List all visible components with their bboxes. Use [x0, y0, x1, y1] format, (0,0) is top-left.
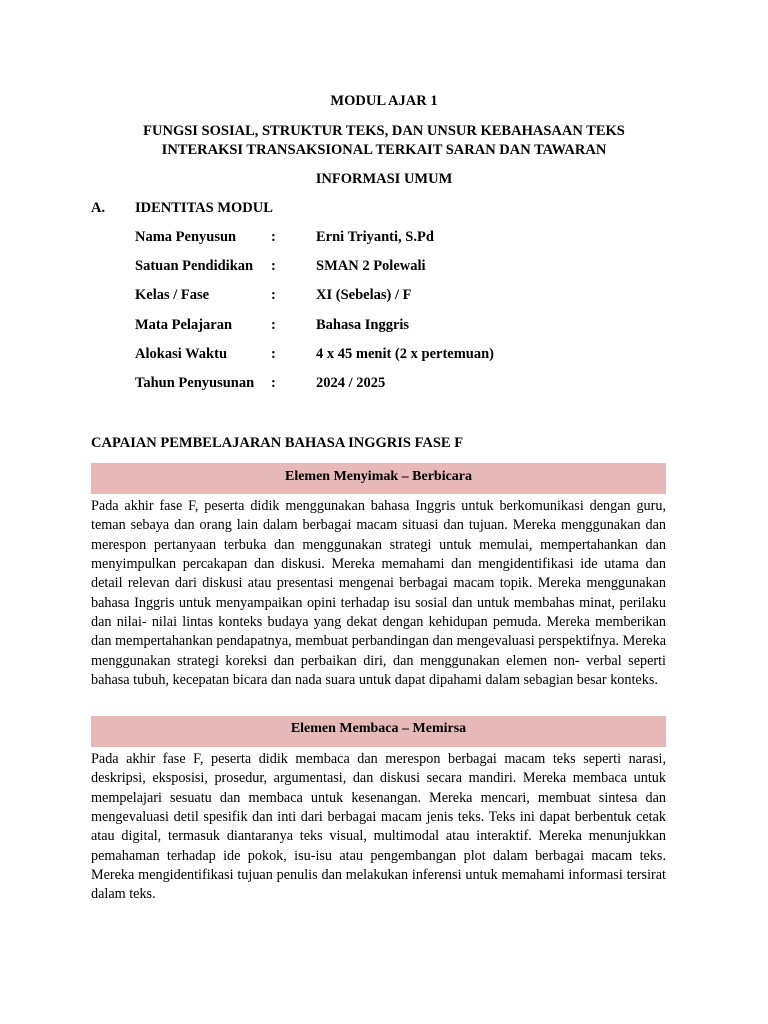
identitas-colon: :	[271, 346, 276, 362]
identitas-title: IDENTITAS MODUL	[135, 200, 273, 216]
capaian-title: CAPAIAN PEMBELAJARAN BAHASA INGGRIS FASE F	[91, 435, 464, 451]
identitas-colon: :	[271, 287, 276, 303]
section-title-informasi-umum: INFORMASI UMUM	[315, 171, 453, 187]
element-heading-menyimak-berbicara: Elemen Menyimak – Berbicara	[91, 463, 666, 494]
identitas-label: Mata Pelajaran	[135, 317, 233, 333]
identitas-value: 2024 / 2025	[316, 375, 386, 391]
identitas-label: Kelas / Fase	[135, 287, 210, 303]
module-subtitle-line-1: FUNGSI SOSIAL, STRUKTUR TEKS, DAN UNSUR KEBAHASAAN TEKS	[143, 123, 625, 139]
identitas-label: Tahun Penyusunan	[135, 375, 255, 391]
identitas-value: Erni Triyanti, S.Pd	[316, 229, 434, 245]
identitas-value: SMAN 2 Polewali	[316, 258, 426, 274]
element-paragraph-menyimak-berbicara: Pada akhir fase F, peserta didik menggunakan bahasa Inggris untuk berkomunikasi dengan guru, teman sebaya dan orang lain dalam berbagai macam situasi dan tujuan. Mereka menggunakan dan merespon pertanyaan terbuka dan menggunakan strategi untuk memulai, mempertahankan dan menyimpulkan percakapan dan diskusi. Mereka memahami dan mengidentifikasi ide utama dan detail relevan dari diskusi atau presentasi mengenai berbagai macam topik. Mereka menggunakan bahasa Inggris untuk menyampaikan opini terhadap isu sosial dan untuk membahas minat, perilaku dan nilai- nilai lintas konteks budaya yang dekat dengan kehidupan pemuda. Mereka memberikan dan mempertahankan pendapatnya, membuat perbandingan dan mengevaluasi perspektifnya. Mereka menggunakan strategi koreksi dan perbaikan diri, dan menggunakan elemen non- verbal seperti bahasa tubuh, kecepatan bicara dan nada suara untuk dapat dipahami dalam sebagian besar konteks.	[91, 498, 666, 689]
identitas-number: A.	[91, 200, 106, 216]
identitas-label: Satuan Pendidikan	[135, 258, 254, 274]
identitas-colon: :	[271, 375, 276, 391]
identitas-colon: :	[271, 229, 276, 245]
element-heading-membaca-memirsa: Elemen Membaca – Memirsa	[91, 716, 666, 747]
identitas-colon: :	[271, 258, 276, 274]
module-subtitle	[0, 122, 768, 160]
module-title: MODUL AJAR 1	[330, 93, 438, 109]
identitas-label: Alokasi Waktu	[135, 346, 228, 362]
identitas-value: XI (Sebelas) / F	[316, 287, 412, 303]
identitas-value: Bahasa Inggris	[316, 317, 410, 333]
identitas-label: Nama Penyusun	[135, 229, 237, 245]
identitas-colon: :	[271, 317, 276, 333]
identitas-value: 4 x 45 menit (2 x pertemuan)	[316, 346, 495, 362]
element-paragraph-membaca-memirsa: Pada akhir fase F, peserta didik membaca dan merespon berbagai macam teks seperti narasi, deskripsi, eksposisi, prosedur, argumentasi, dan diskusi secara mandiri. Mereka membaca untuk mempelajari sesuatu dan membaca untuk kesenangan. Mereka mencari, membuat sintesa dan mengevaluasi detil spesifik dan inti dari berbagai macam jenis teks. Teks ini dapat berbentuk cetak atau digital, termasuk diantaranya teks visual, multimodal atau interaktif. Mereka menunjukkan pemahaman terhadap ide pokok, isu-isu atau pengembangan plot dalam berbagai macam teks. Mereka mengidentifikasi tujuan penulis dan melakukan inferensi untuk memahami informasi tersirat dalam teks.	[91, 751, 666, 903]
module-subtitle-line-2: INTERAKSI TRANSAKSIONAL TERKAIT SARAN DAN TAWARAN	[161, 142, 607, 158]
